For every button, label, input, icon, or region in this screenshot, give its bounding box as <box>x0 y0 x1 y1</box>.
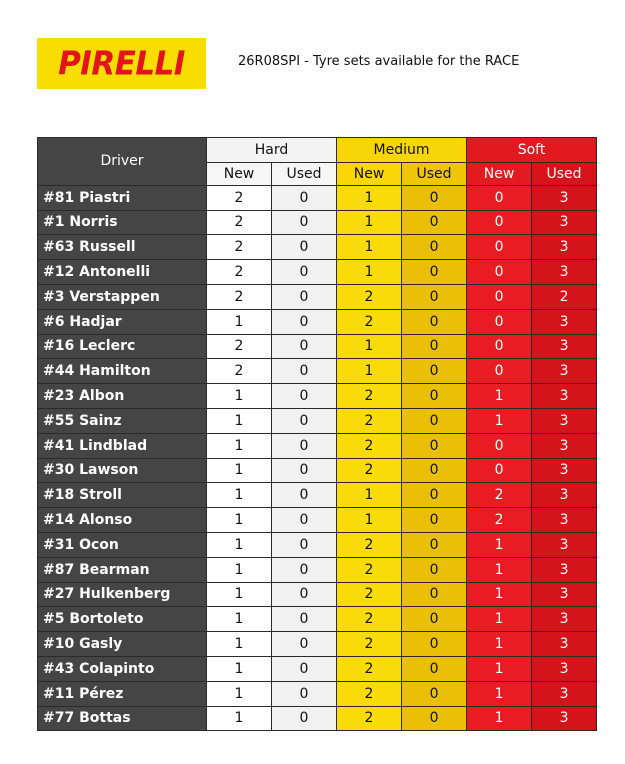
hard-new-cell: 1 <box>207 681 272 706</box>
hard-used-cell: 0 <box>272 210 337 235</box>
hard-used-cell: 0 <box>272 433 337 458</box>
soft-new-cell: 1 <box>467 607 532 632</box>
hard-used-cell: 0 <box>272 607 337 632</box>
driver-name: #87 Bearman <box>38 557 207 582</box>
soft-new-cell: 1 <box>467 656 532 681</box>
hard-used-cell: 0 <box>272 706 337 731</box>
medium-new-cell: 1 <box>337 508 402 533</box>
driver-name: #77 Bottas <box>38 706 207 731</box>
driver-name: #41 Lindblad <box>38 433 207 458</box>
table-row <box>38 384 597 409</box>
medium-new-cell: 1 <box>337 359 402 384</box>
hard-used-cell: 0 <box>272 260 337 285</box>
medium-new-cell: 1 <box>337 235 402 260</box>
hard-used-cell: 0 <box>272 532 337 557</box>
medium-used-cell: 0 <box>402 260 467 285</box>
medium-new-cell: 2 <box>337 458 402 483</box>
medium-used-cell: 0 <box>402 582 467 607</box>
soft-used-cell: 3 <box>532 433 597 458</box>
hard-new-cell: 1 <box>207 656 272 681</box>
driver-name: #31 Ocon <box>38 532 207 557</box>
driver-name: #55 Sainz <box>38 408 207 433</box>
table-row <box>38 433 597 458</box>
driver-name: #6 Hadjar <box>38 309 207 334</box>
hard-used-cell: 0 <box>272 384 337 409</box>
hard-new-cell: 2 <box>207 210 272 235</box>
medium-used-header: Used <box>402 162 467 185</box>
driver-name: #5 Bortoleto <box>38 607 207 632</box>
hard-used-cell: 0 <box>272 656 337 681</box>
soft-used-cell: 3 <box>532 681 597 706</box>
driver-name: #3 Verstappen <box>38 284 207 309</box>
soft-used-header: Used <box>532 162 597 185</box>
hard-new-cell: 1 <box>207 557 272 582</box>
table-row <box>38 607 597 632</box>
medium-new-cell: 1 <box>337 185 402 210</box>
hard-new-cell: 2 <box>207 284 272 309</box>
logo-text: PIRELLI <box>58 44 185 83</box>
soft-used-cell: 3 <box>532 706 597 731</box>
hard-used-cell: 0 <box>272 185 337 210</box>
hard-new-cell: 2 <box>207 334 272 359</box>
table-row <box>38 483 597 508</box>
hard-header: Hard <box>207 138 337 163</box>
soft-new-cell: 1 <box>467 632 532 657</box>
hard-new-cell: 1 <box>207 706 272 731</box>
hard-new-header: New <box>207 162 272 185</box>
soft-new-cell: 0 <box>467 235 532 260</box>
medium-new-cell: 1 <box>337 210 402 235</box>
hard-new-cell: 1 <box>207 408 272 433</box>
table-row <box>38 632 597 657</box>
medium-used-cell: 0 <box>402 334 467 359</box>
table-row <box>38 334 597 359</box>
table-row <box>38 235 597 260</box>
hard-new-cell: 1 <box>207 384 272 409</box>
medium-used-cell: 0 <box>402 508 467 533</box>
hard-used-cell: 0 <box>272 508 337 533</box>
driver-name: #27 Hulkenberg <box>38 582 207 607</box>
table-body <box>38 185 597 731</box>
pirelli-logo <box>37 38 206 89</box>
driver-name: #12 Antonelli <box>38 260 207 285</box>
hard-new-cell: 1 <box>207 309 272 334</box>
hard-used-cell: 0 <box>272 309 337 334</box>
hard-used-cell: 0 <box>272 408 337 433</box>
hard-used-cell: 0 <box>272 235 337 260</box>
tyre-sets-table <box>37 137 597 731</box>
medium-new-cell: 2 <box>337 532 402 557</box>
soft-used-cell: 3 <box>532 334 597 359</box>
medium-used-cell: 0 <box>402 284 467 309</box>
soft-new-cell: 0 <box>467 359 532 384</box>
hard-new-cell: 2 <box>207 235 272 260</box>
medium-new-cell: 2 <box>337 582 402 607</box>
medium-used-cell: 0 <box>402 557 467 582</box>
soft-used-cell: 3 <box>532 532 597 557</box>
soft-new-cell: 0 <box>467 309 532 334</box>
soft-used-cell: 3 <box>532 656 597 681</box>
soft-used-cell: 3 <box>532 210 597 235</box>
driver-name: #30 Lawson <box>38 458 207 483</box>
medium-new-cell: 2 <box>337 384 402 409</box>
driver-name: #44 Hamilton <box>38 359 207 384</box>
medium-used-cell: 0 <box>402 384 467 409</box>
medium-new-cell: 1 <box>337 260 402 285</box>
table-row <box>38 508 597 533</box>
hard-used-cell: 0 <box>272 284 337 309</box>
medium-used-cell: 0 <box>402 532 467 557</box>
driver-name: #10 Gasly <box>38 632 207 657</box>
medium-used-cell: 0 <box>402 607 467 632</box>
soft-used-cell: 3 <box>532 359 597 384</box>
soft-header: Soft <box>467 138 597 163</box>
soft-new-cell: 1 <box>467 706 532 731</box>
medium-new-cell: 2 <box>337 309 402 334</box>
medium-used-cell: 0 <box>402 235 467 260</box>
table-row <box>38 656 597 681</box>
hard-new-cell: 1 <box>207 483 272 508</box>
medium-used-cell: 0 <box>402 632 467 657</box>
medium-used-cell: 0 <box>402 483 467 508</box>
table-row <box>38 557 597 582</box>
soft-new-cell: 0 <box>467 433 532 458</box>
medium-used-cell: 0 <box>402 359 467 384</box>
medium-used-cell: 0 <box>402 458 467 483</box>
driver-name: #81 Piastri <box>38 185 207 210</box>
soft-used-cell: 3 <box>532 458 597 483</box>
hard-used-cell: 0 <box>272 582 337 607</box>
medium-used-cell: 0 <box>402 309 467 334</box>
soft-used-cell: 3 <box>532 483 597 508</box>
medium-new-cell: 1 <box>337 483 402 508</box>
driver-name: #43 Colapinto <box>38 656 207 681</box>
soft-used-cell: 3 <box>532 309 597 334</box>
soft-used-cell: 3 <box>532 607 597 632</box>
soft-new-cell: 0 <box>467 210 532 235</box>
hard-used-cell: 0 <box>272 632 337 657</box>
table-row <box>38 260 597 285</box>
soft-new-cell: 1 <box>467 532 532 557</box>
soft-used-cell: 3 <box>532 185 597 210</box>
medium-new-cell: 2 <box>337 557 402 582</box>
medium-new-cell: 2 <box>337 284 402 309</box>
hard-used-cell: 0 <box>272 359 337 384</box>
driver-name: #63 Russell <box>38 235 207 260</box>
medium-new-cell: 2 <box>337 408 402 433</box>
soft-used-cell: 3 <box>532 632 597 657</box>
soft-new-cell: 1 <box>467 582 532 607</box>
soft-used-cell: 3 <box>532 557 597 582</box>
hard-used-cell: 0 <box>272 557 337 582</box>
medium-header: Medium <box>337 138 467 163</box>
hard-new-cell: 1 <box>207 433 272 458</box>
driver-header: Driver <box>38 138 207 186</box>
medium-new-cell: 2 <box>337 706 402 731</box>
hard-used-header: Used <box>272 162 337 185</box>
hard-new-cell: 1 <box>207 458 272 483</box>
hard-new-cell: 1 <box>207 532 272 557</box>
hard-new-cell: 1 <box>207 607 272 632</box>
table-row <box>38 185 597 210</box>
driver-name: #23 Albon <box>38 384 207 409</box>
hard-new-cell: 1 <box>207 632 272 657</box>
soft-new-cell: 0 <box>467 185 532 210</box>
medium-used-cell: 0 <box>402 681 467 706</box>
medium-used-cell: 0 <box>402 408 467 433</box>
soft-new-cell: 0 <box>467 334 532 359</box>
driver-name: #14 Alonso <box>38 508 207 533</box>
soft-new-cell: 0 <box>467 284 532 309</box>
medium-new-cell: 2 <box>337 632 402 657</box>
soft-new-cell: 0 <box>467 458 532 483</box>
driver-name: #1 Norris <box>38 210 207 235</box>
table-row <box>38 458 597 483</box>
page-title: 26R08SPI - Tyre sets available for the RACE <box>238 54 520 69</box>
medium-used-cell: 0 <box>402 185 467 210</box>
hard-new-cell: 2 <box>207 359 272 384</box>
medium-used-cell: 0 <box>402 210 467 235</box>
medium-new-cell: 2 <box>337 681 402 706</box>
soft-new-cell: 1 <box>467 408 532 433</box>
hard-used-cell: 0 <box>272 483 337 508</box>
table-row <box>38 706 597 731</box>
medium-new-header: New <box>337 162 402 185</box>
soft-used-cell: 2 <box>532 284 597 309</box>
medium-used-cell: 0 <box>402 706 467 731</box>
medium-new-cell: 1 <box>337 334 402 359</box>
hard-new-cell: 1 <box>207 508 272 533</box>
hard-new-cell: 1 <box>207 582 272 607</box>
soft-new-cell: 0 <box>467 260 532 285</box>
soft-used-cell: 3 <box>532 508 597 533</box>
table-row <box>38 359 597 384</box>
medium-used-cell: 0 <box>402 656 467 681</box>
soft-new-cell: 2 <box>467 483 532 508</box>
soft-used-cell: 3 <box>532 582 597 607</box>
driver-name: #16 Leclerc <box>38 334 207 359</box>
soft-new-cell: 1 <box>467 384 532 409</box>
soft-new-header: New <box>467 162 532 185</box>
medium-used-cell: 0 <box>402 433 467 458</box>
soft-new-cell: 1 <box>467 681 532 706</box>
soft-used-cell: 3 <box>532 384 597 409</box>
soft-new-cell: 2 <box>467 508 532 533</box>
hard-new-cell: 2 <box>207 260 272 285</box>
table-row <box>38 532 597 557</box>
driver-name: #18 Stroll <box>38 483 207 508</box>
table-row <box>38 284 597 309</box>
soft-used-cell: 3 <box>532 235 597 260</box>
hard-new-cell: 2 <box>207 185 272 210</box>
driver-name: #11 Pérez <box>38 681 207 706</box>
medium-new-cell: 2 <box>337 607 402 632</box>
soft-used-cell: 3 <box>532 408 597 433</box>
soft-used-cell: 3 <box>532 260 597 285</box>
table-row <box>38 210 597 235</box>
hard-used-cell: 0 <box>272 681 337 706</box>
hard-used-cell: 0 <box>272 334 337 359</box>
medium-new-cell: 2 <box>337 656 402 681</box>
soft-new-cell: 1 <box>467 557 532 582</box>
table-row <box>38 309 597 334</box>
table-row <box>38 582 597 607</box>
medium-new-cell: 2 <box>337 433 402 458</box>
table-row <box>38 681 597 706</box>
table-row <box>38 408 597 433</box>
hard-used-cell: 0 <box>272 458 337 483</box>
